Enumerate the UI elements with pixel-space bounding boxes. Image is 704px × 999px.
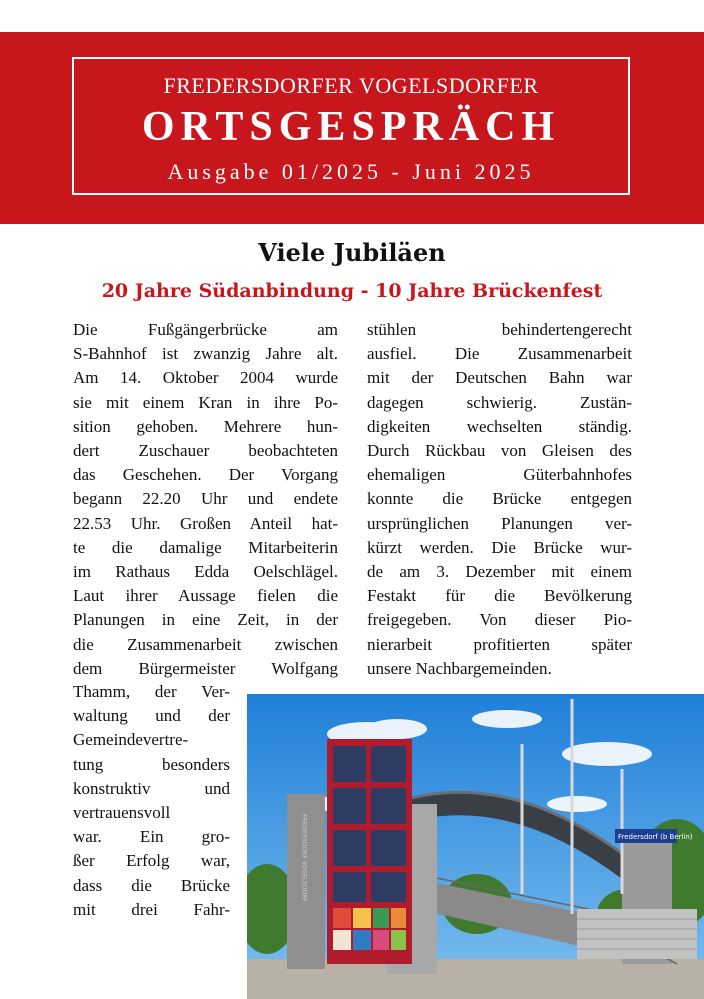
text-line: tung besonders: [73, 754, 230, 774]
text-line: Durch Rückbau von Gleisen des: [367, 441, 632, 461]
text-line: sition gehoben. Mehrere hun-: [73, 416, 338, 436]
text-line: Festakt für die Bevölkerung: [367, 586, 632, 606]
article-headline: Viele Jubiläen: [258, 238, 446, 267]
top-margin: [0, 0, 704, 32]
text-line: sie mit einem Kran in ihre Po-: [73, 392, 338, 412]
text-line: ehemaligen Güterbahnhofes: [367, 465, 632, 485]
text-line: dagegen schwierig. Zustän-: [367, 392, 632, 412]
article-column-left-wrap: [73, 680, 230, 922]
text-line: mit der Deutschen Bahn war: [367, 368, 632, 388]
masthead-banner: [0, 32, 704, 224]
tower-lettering: FREDERSDORF VOGELSDORF: [300, 814, 308, 902]
text-line: im Rathaus Edda Oelschlägel.: [73, 562, 338, 582]
text-line: nierarbeit profitierten später: [367, 634, 632, 654]
text-line: Laut ihrer Aussage fielen die: [73, 586, 338, 606]
text-line: Die Fußgängerbrücke am: [73, 320, 338, 339]
text-line: kürzt werden. Die Brücke wur-: [367, 537, 632, 557]
text-line: te die damalige Mitarbeiterin: [73, 537, 338, 557]
text-line: ausfiel. Die Zusammenarbeit: [367, 344, 632, 364]
masthead-subtitle: FREDERSDORFER VOGELSDORFER: [163, 73, 539, 98]
text-line: waltung und der: [73, 706, 230, 726]
text-line: ursprünglichen Planungen ver-: [367, 513, 632, 533]
text-line: S-Bahnhof ist zwanzig Jahre alt.: [73, 344, 338, 364]
station-sign-text: Fredersdorf (b Berlin): [618, 833, 693, 841]
bridge-photo: [247, 694, 704, 999]
text-line: dass die Brücke: [73, 875, 230, 895]
masthead-frame: [72, 57, 630, 195]
text-line: begann 22.20 Uhr und endete: [73, 489, 338, 509]
text-line: Am 14. Oktober 2004 wurde: [73, 368, 338, 388]
article-column-right: [367, 318, 632, 681]
text-line: Thamm, der Ver-: [73, 682, 230, 701]
text-line: unsere Nachbargemeinden.: [367, 658, 552, 678]
text-line: dem Bürgermeister Wolfgang: [73, 658, 338, 678]
text-line: Gemeindevertre-: [73, 730, 189, 750]
text-line: stühlen behindertengerecht: [367, 320, 632, 339]
text-line: 22.53 Uhr. Großen Anteil hat-: [73, 513, 338, 533]
text-line: de am 3. Dezember mit einem: [367, 562, 632, 582]
text-line: mit drei Fahr-: [73, 899, 230, 919]
text-line: war. Ein gro-: [73, 827, 230, 847]
text-line: das Geschehen. Der Vorgang: [73, 465, 338, 485]
text-line: freigegeben. Von dieser Pio-: [367, 610, 632, 630]
text-line: vertrauensvoll: [73, 803, 171, 823]
article-column-left: [73, 318, 338, 681]
article-subheadline: 20 Jahre Südanbindung - 10 Jahre Brückenfest: [101, 280, 603, 302]
text-line: ßer Erfolg war,: [73, 851, 230, 871]
text-line: die Zusammenarbeit zwischen: [73, 634, 338, 654]
text-line: digkeiten wechselten ständig.: [367, 416, 632, 436]
staircase: [577, 909, 697, 959]
masthead-title: ORTSGESPRÄCH: [141, 104, 561, 150]
bridge-illustration: [247, 694, 704, 999]
text-line: konnte die Brücke entgegen: [367, 489, 632, 509]
text-line: konstruktiv und: [73, 778, 230, 798]
masthead-issue: Ausgabe 01/2025 - Juni 2025: [167, 159, 535, 184]
text-line: Planungen in eine Zeit, in der: [73, 610, 338, 630]
text-line: dert Zuschauer beobachteten: [73, 441, 338, 461]
